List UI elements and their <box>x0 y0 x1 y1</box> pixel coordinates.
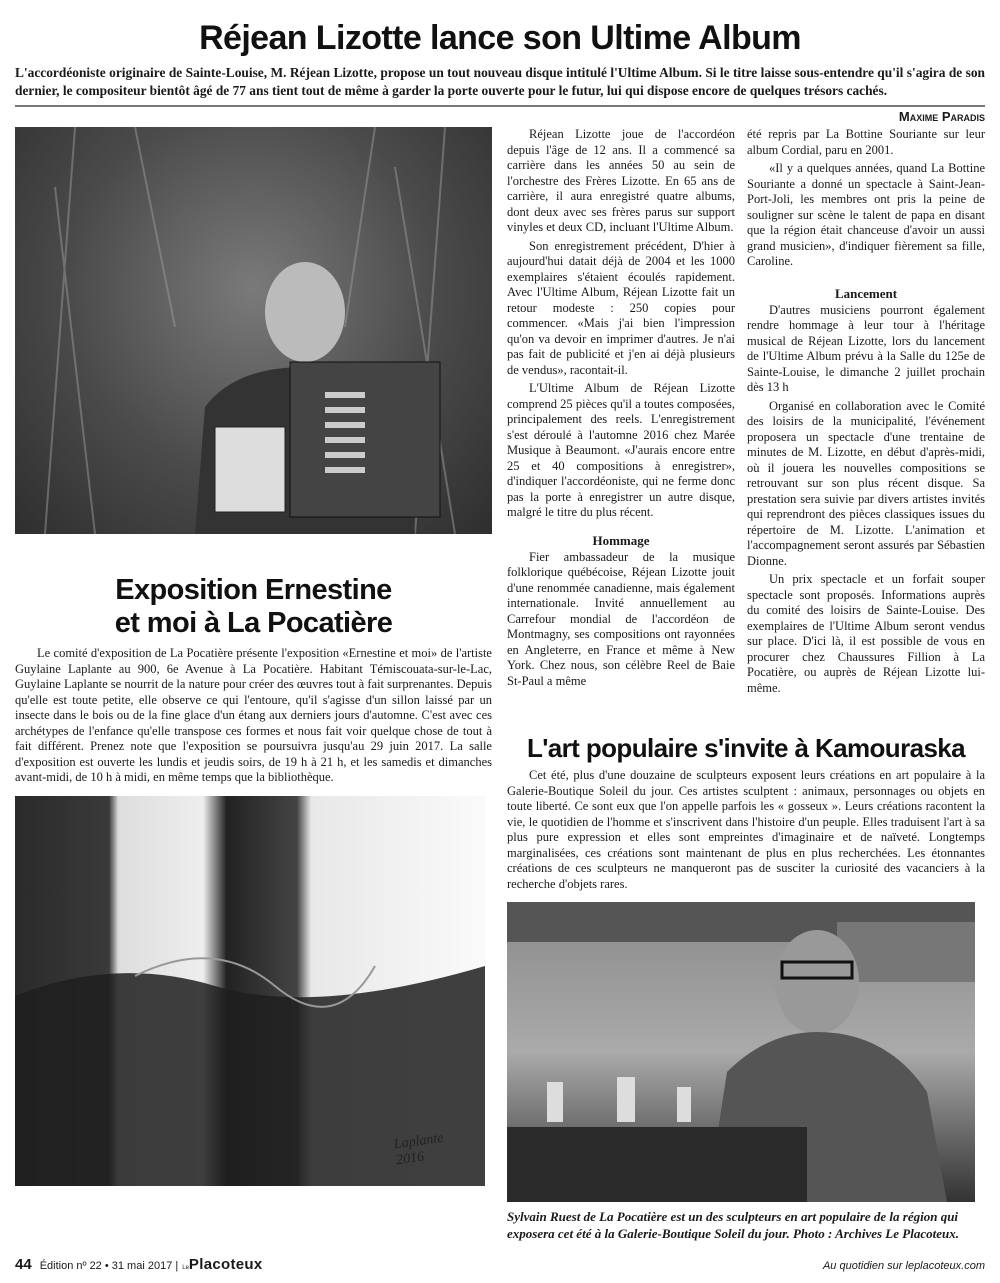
paragraph: Réjean Lizotte joue de l'accordéon depuis l'âge de 12 ans. Il a commencé sa carrière dans les années 50 au sein de l'orchestre des Frères Lizotte. En 65 ans de carrière, il aura enregistré quatre albums, dont deux avec ses frères parus sur support vinyles et deux CD, incluant l'Ultime Album. <box>507 127 735 234</box>
subheading-lancement: Lancement <box>834 285 898 301</box>
paragraph: Le comité d'exposition de La Pocatière présente l'exposition «Ernestine et moi» de l'artiste Guylaine Laplante au 900, 6e Avenue à La Pocatière. Habitant Témiscouata-sur-le-Lac, Guylaine Laplante se nourrit de la nature pour créer des œuvres tout à fait surprenantes. Depuis qu'elle est toute petite, elle observe ce qui l'entoure, qu'il s'agisse d'un sillon laissé par un insecte dans le bois ou de la fine glace d'un étang aux derniers jours d'automne. C'est avec ces archétypes de l'enfance qu'elle transpose ces formes et nous fait voir quelque chose de tout à fait différent. Prenez note que l'exposition se poursuivra jusqu'au 29 juin 2017. La salle d'exposition est ouverte les lundis et jeudis soirs, de 19 h à 21 h, et les samedis et dimanches avant-midi, de 10 h à midi, en même temps que la bibliothèque. <box>15 646 492 784</box>
placoteux-logo: LePlacoteux <box>182 1256 263 1273</box>
paragraph: Organisé en collaboration avec le Comité des loisirs de la municipalité, l'événement proposera un spectacle d'une trentaine de minutes de M. Lizotte, en début d'après-midi, où il jouera les nouvelles compositions se retrouvant sur son plus récent disque. Sa prestation sera suivie par divers artistes invités qui reprendront des pièces classiques issues du répertoire de M. Lizotte. L'animation et l'accompagnement seront assurés par Sébastien Dionne. <box>747 398 985 568</box>
article-column-3 <box>747 127 985 696</box>
exposition-title-line-1: Exposition Ernestine <box>115 574 392 606</box>
paragraph: L'Ultime Album de Réjean Lizotte comprend 25 pièces qu'il a toutes composées, principalement des reels. L'enregistrement s'est déroulé à l'automne 2016 chez Marée Musique à Beaumont. «J'aurais encore entre 25 et 40 compositions à enregistrer», d'indiquer l'accordéoniste, qui ne ferme donc pas la porte à enregistrer un autre disque, malgré le titre du plus récent. <box>507 381 735 519</box>
page-footer <box>15 1256 985 1273</box>
exposition-title-line-2: et moi à La Pocatière <box>114 607 393 639</box>
paragraph: D'autres musiciens pourront également rendre hommage à leur tour à l'héritage musical de Réjean Lizotte, lors du lancement de l'Ultime Album prévu à la Salle du 125e de Sainte-Louise, le dimanche 2 juillet prochain dès 13 h <box>747 302 985 394</box>
paragraph: été repris par La Bottine Souriante sur leur album Cordial, paru en 2001. <box>747 127 985 157</box>
paragraph: «Il y a quelques années, quand La Bottine Souriante a donné un spectacle à Saint-Jean-Port-Joli, les membres ont pris la peine de souligner sur scène le talent de papa en disant que la région était chanceuse d'avoir un aussi grand musicien», d'indiquer fièrement sa fille, Caroline. <box>747 161 985 268</box>
article-lead: L'accordéoniste originaire de Sainte-Louise, M. Réjean Lizotte, propose un tout nouveau disque intitulé l'Ultime Album. Si le titre laisse sous-entendre qu'il s'agira de son dernier, le compositeur bientôt âgé de 77 ans tient tout de même à garder la porte ouverte pour le futur, lui qui dispose encore de quelques trésors cachés. <box>15 65 985 98</box>
art-populaire-body <box>507 768 985 892</box>
art-populaire-title: L'art populaire s'invite à Kamouraska <box>526 733 966 763</box>
edition-info: Édition nº 22 • 31 mai 2017 | <box>39 1260 179 1272</box>
website-tagline[interactable]: Au quotidien sur leplacoteux.com <box>822 1260 985 1272</box>
photo-caption: Sylvain Ruest de La Pocatière est un des sculpteurs en art populaire de la région qui exposera cet été à la Galerie-Boutique Soleil du jour. Photo : Archives Le Placoteux. <box>507 1209 959 1241</box>
subheading-hommage: Hommage <box>592 532 650 548</box>
divider <box>15 105 985 107</box>
article-column-2 <box>507 127 735 696</box>
right-column <box>507 127 985 1242</box>
paragraph: Fier ambassadeur de la musique folklorique québécoise, Réjean Lizotte jouit d'une renommée canadienne, mais également internationale. Invité annuellement au Carrefour mondial de l'accordéon de Montmagny, ses compositions ont rayonnées en Angleterre, en France et même à New York. Chez nous, son célèbre Reel de Baie St-Paul a même <box>507 549 735 688</box>
photo-accordionist <box>15 127 492 534</box>
exposition-body <box>15 646 492 786</box>
paragraph: Un prix spectacle et un forfait souper spectacle sont proposés. Informations auprès du comité des loisirs de Sainte-Louise. Des exemplaires de l'Ultime Album seront vendus sur place. D'ici là, il est possible de vous en procurer chez Chaussures Fillion à La Pocatière, ou auprès de Réjean Lizotte lui-même. <box>747 572 985 695</box>
painting-signature: Laplante 2016 <box>393 1130 445 1168</box>
photo-sculptor <box>507 902 975 1202</box>
paragraph: Son enregistrement précédent, D'hier à aujourd'hui datait déjà de 2004 et les 1000 exemplaires s'étaient écoulés rapidement. Avec l'Ultime Album, Réjean Lizotte fait un retour modeste : 250 copies pour commencer. «Mais j'ai bien l'impression qu'on va devoir en imprimer d'autres. Je n'ai pas fait de publicité et j'en ai déjà plusieurs de vendus», racontait-il. <box>507 238 735 377</box>
page-number: 44 <box>15 1256 32 1273</box>
article-title: Réjean Lizotte lance son Ultime Album <box>199 19 801 57</box>
left-column <box>15 127 492 1186</box>
paragraph: Cet été, plus d'une douzaine de sculpteurs exposent leurs créations en art populaire à la Galerie-Boutique Soleil du jour. Ces artistes sculptent : animaux, personnages ou objets en toute liberté. Ce sont eux que l'on appelle parfois les « gosseux ». Leurs créations racontent la vie, le quotidien de l'homme et s'inscrivent dans l'histoire d'un peuple. Elles traduisent l'art à sa plus pure expression et elles sont empreintes d'imaginaire et de naïveté. Longtemps marginalisées, ces créations sont maintenant de plus en plus recherchées. Les étonnantes créations de ces sculpteurs ne manqueront pas de susciter la curiosité des vacanciers à la recherche d'objets rares. <box>507 768 985 891</box>
painting-image <box>15 796 485 1186</box>
byline: Maxime Paradis <box>898 109 985 124</box>
exposition-title <box>15 574 492 640</box>
